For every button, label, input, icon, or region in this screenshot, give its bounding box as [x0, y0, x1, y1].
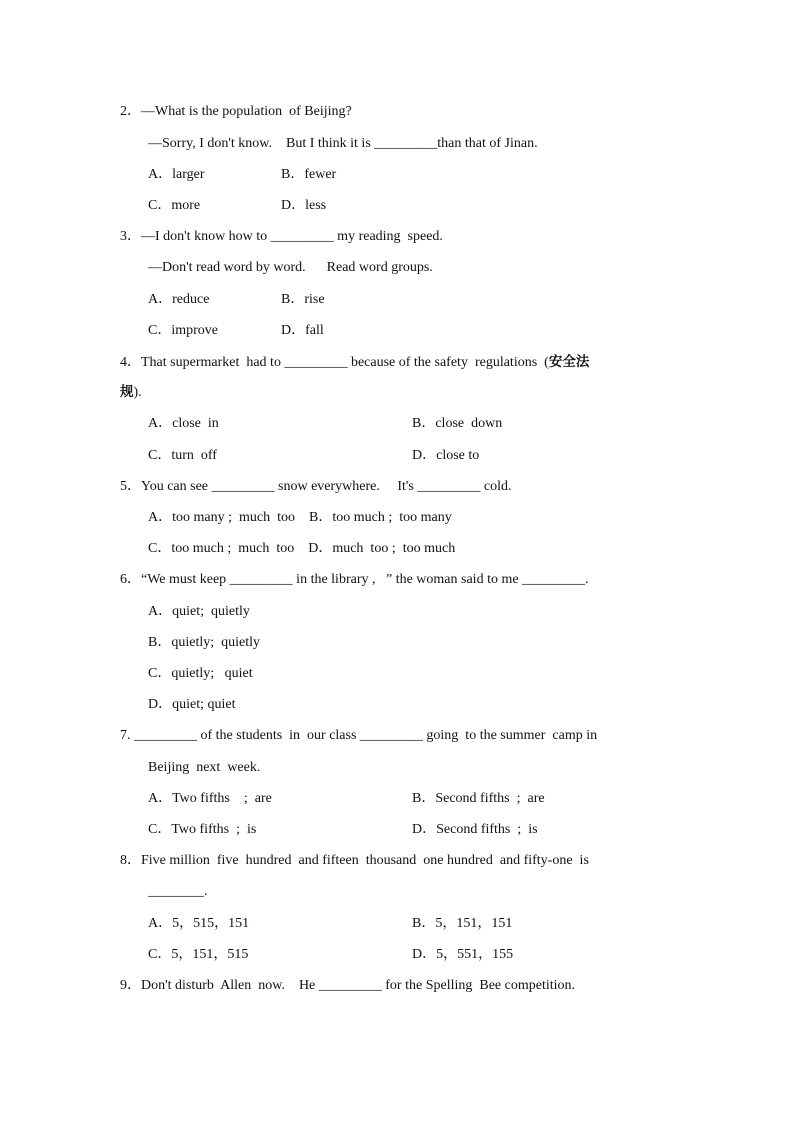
question-6-option-c: C．quietly; quiet [148, 666, 253, 681]
question-6-stem: 6．“We must keep _________ in the library , ” the woman said to me _________. [120, 572, 589, 587]
question-3-stem: 3．—I don't know how to _________ my reading speed. [120, 229, 443, 244]
question-3-dialogue: —Don't read word by word. Read word groups. [148, 260, 433, 275]
question-6-option-a: A．quiet; quietly [148, 604, 250, 619]
question-5-stem: 5．You can see _________ snow everywhere. It's _________ cold. [120, 479, 512, 494]
question-7-option-c: C．Two fifths ; is [148, 822, 257, 837]
question-3-option-b: B．rise [281, 292, 325, 307]
question-4-option-c: C．turn off [148, 448, 217, 463]
question-2-option-d: D．less [281, 198, 327, 213]
question-9-stem: 9．Don't disturb Allen now. He _________ for the Spelling Bee competition. [120, 978, 576, 993]
question-8-option-a: A．5，515，151 [148, 916, 250, 931]
question-4-stem-end: ). [133, 385, 142, 400]
question-2-stem: 2．—What is the population of Beijing? [120, 104, 352, 119]
question-8-blank: ________. [148, 884, 208, 899]
question-3-option-c: C．improve [148, 323, 218, 338]
question-7-option-a: A．Two fifths ; are [148, 791, 272, 806]
question-2-option-a: A．larger [148, 167, 205, 182]
question-4-stem-chinese: 安全法 [548, 354, 590, 370]
question-7-stem: 7. _________ of the students in our class _________ going to the summer camp in [120, 728, 598, 743]
question-5-options-cd: C．too much ; much too D．much too ; too much [148, 541, 456, 556]
question-6-option-b: B．quietly; quietly [148, 635, 260, 650]
question-8-option-b: B．5，151，151 [412, 916, 513, 931]
question-8-stem: 8．Five million five hundred and fifteen thousand one hundred and fifty-one is [120, 853, 589, 868]
question-7-option-d: D．Second fifths ; is [412, 822, 538, 837]
question-6-option-d: D．quiet; quiet [148, 697, 236, 712]
question-4-option-d: D．close to [412, 448, 480, 463]
question-4-option-b: B．close down [412, 416, 503, 431]
question-8-option-c: C．5，151，515 [148, 947, 249, 962]
question-2-dialogue: —Sorry, I don't know. But I think it is _________than that of Jinan. [148, 136, 538, 151]
question-8-option-d: D．5，551，155 [412, 947, 514, 962]
question-5-options-ab: A．too many ; much too B．too much ; too many [148, 510, 452, 525]
question-3-option-d: D．fall [281, 323, 324, 338]
question-4-stem-chinese-2: 规 [120, 384, 134, 400]
question-4-stem-continued [120, 384, 142, 401]
question-4-stem-text: 4．That supermarket had to _________ because of the safety regulations ( [120, 355, 549, 370]
question-7-stem-continued: Beijing next week. [148, 760, 261, 775]
question-2-option-c: C．more [148, 198, 201, 213]
question-3-option-a: A．reduce [148, 292, 210, 307]
question-4-option-a: A．close in [148, 416, 219, 431]
question-4-stem [120, 354, 589, 371]
question-7-option-b: B．Second fifths ; are [412, 791, 545, 806]
question-2-option-b: B．fewer [281, 167, 337, 182]
